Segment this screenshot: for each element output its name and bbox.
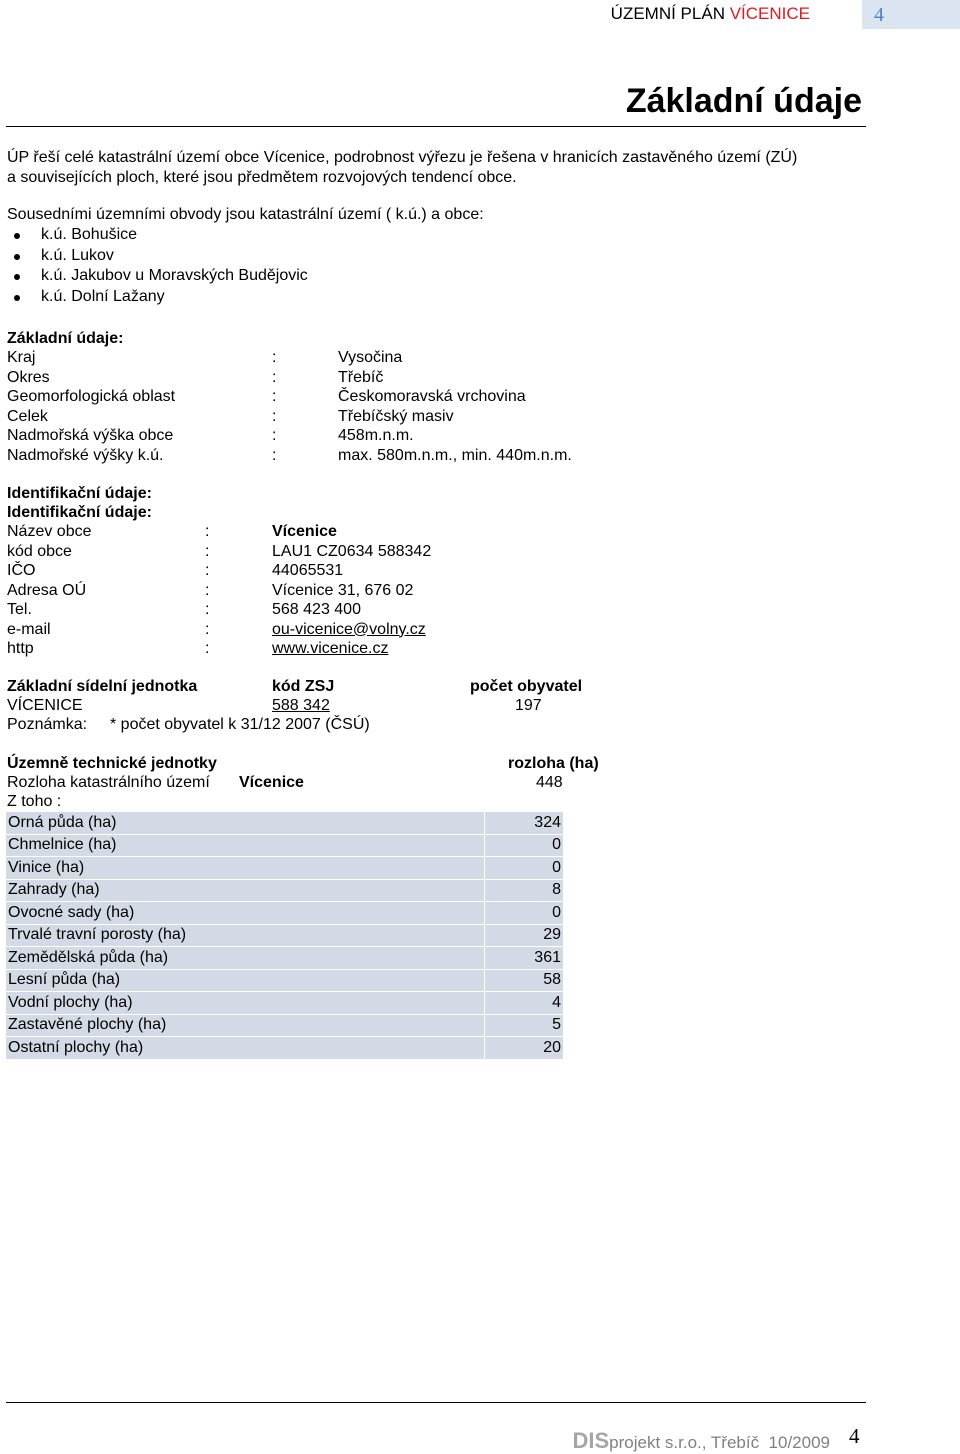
of-which-label: Z toho : xyxy=(7,793,62,810)
title-divider xyxy=(6,126,866,127)
row-label: http xyxy=(7,640,34,657)
land-type: Ostatní plochy (ha) xyxy=(6,1037,485,1060)
zsj-population: 197 xyxy=(515,697,542,714)
list-item: k.ú. Bohušice xyxy=(7,225,308,246)
land-area: 0 xyxy=(485,834,564,857)
row-value: Vysočina xyxy=(338,349,403,366)
table-row xyxy=(6,1014,564,1037)
list-item: k.ú. Jakubov u Moravských Budějovic xyxy=(7,266,308,287)
company-name: projekt s.r.o., Třebíč xyxy=(609,1433,760,1452)
table-row xyxy=(6,879,564,902)
row-sep: : xyxy=(272,446,277,464)
row-sep: : xyxy=(205,562,210,579)
tech-heading: Územně technické jednotky xyxy=(7,755,217,772)
footer-page-number: 4 xyxy=(849,1424,860,1448)
header-municipality: VÍCENICE xyxy=(729,4,810,23)
row-sep: : xyxy=(205,620,210,638)
ident-heading-2: Identifikační údaje: xyxy=(7,504,152,521)
footer-date: 10/2009 xyxy=(768,1433,830,1452)
land-type: Lesní půda (ha) xyxy=(6,969,485,992)
cadastral-name: Vícenice xyxy=(239,774,304,791)
row-label: Okres xyxy=(7,368,50,386)
table-row xyxy=(6,834,564,857)
land-area: 4 xyxy=(485,992,564,1015)
row-label: e-mail xyxy=(7,620,51,638)
land-area: 20 xyxy=(485,1037,564,1060)
footer-divider xyxy=(6,1402,866,1403)
zsj-name: VÍCENICE xyxy=(7,697,83,714)
list-item: k.ú. Dolní Lažany xyxy=(7,287,308,308)
table-row xyxy=(6,947,564,970)
cadastral-value: 448 xyxy=(536,774,563,791)
land-type: Trvalé travní porosty (ha) xyxy=(6,924,485,947)
row-label: Nadmořská výška obce xyxy=(7,427,174,444)
row-sep: : xyxy=(205,640,210,657)
footer xyxy=(572,1428,830,1454)
row-value: Třebíčský masiv xyxy=(338,407,454,425)
website-link[interactable]: www.vicenice.cz xyxy=(272,640,389,657)
header-doc-type: ÚZEMNÍ PLÁN xyxy=(610,4,725,23)
list-item: k.ú. Lukov xyxy=(7,246,308,267)
table-row xyxy=(6,969,564,992)
row-value: Českomoravská vrchovina xyxy=(338,388,526,405)
row-value: 568 423 400 xyxy=(272,601,361,618)
basic-data-heading: Základní údaje: xyxy=(7,330,124,347)
land-type: Ovocné sady (ha) xyxy=(6,902,485,925)
running-header xyxy=(611,4,810,24)
row-sep: : xyxy=(205,523,210,540)
land-type: Vinice (ha) xyxy=(6,857,485,880)
row-label: IČO xyxy=(7,562,36,579)
note-text: * počet obyvatel k 31/12 2007 (ČSÚ) xyxy=(110,716,370,733)
note-label: Poznámka: xyxy=(7,716,88,733)
row-label: Tel. xyxy=(7,601,32,618)
land-type: Zahrady (ha) xyxy=(6,879,485,902)
row-value: 44065531 xyxy=(272,562,344,579)
zsj-col-code: kód ZSJ xyxy=(272,678,335,695)
row-sep: : xyxy=(205,581,210,599)
row-label: Kraj xyxy=(7,349,36,366)
land-area: 29 xyxy=(485,924,564,947)
zsj-col-unit: Základní sídelní jednotka xyxy=(7,678,198,695)
company-logo: DIS xyxy=(572,1428,610,1453)
neighbors-intro: Sousedními územními obvody jsou katastrální území ( k.ú.) a obce: xyxy=(7,206,484,223)
land-area: 0 xyxy=(485,902,564,925)
land-area: 8 xyxy=(485,879,564,902)
land-use-table xyxy=(5,811,564,1060)
email-link[interactable]: ou-vicenice@volny.cz xyxy=(272,620,426,638)
municipality-name: Vícenice xyxy=(272,523,337,540)
intro-line-2: a souvisejících ploch, které jsou předmětem rozvojových tendencí obce. xyxy=(7,169,517,186)
land-area: 361 xyxy=(485,947,564,970)
row-sep: : xyxy=(272,427,277,444)
area-heading: rozloha (ha) xyxy=(508,755,599,772)
row-value: 458m.n.m. xyxy=(338,427,414,444)
row-sep: : xyxy=(272,349,277,366)
row-label: Celek xyxy=(7,407,48,425)
zsj-code: 588 342 xyxy=(272,697,330,714)
land-type: Vodní plochy (ha) xyxy=(6,992,485,1015)
table-row xyxy=(6,902,564,925)
table-row xyxy=(6,924,564,947)
header-page-number: 4 xyxy=(862,0,960,29)
table-row xyxy=(6,992,564,1015)
row-label: Adresa OÚ xyxy=(7,581,87,599)
land-area: 0 xyxy=(485,857,564,880)
ident-heading-1: Identifikační údaje: xyxy=(7,485,152,502)
row-value: Vícenice 31, 676 02 xyxy=(272,581,414,599)
row-sep: : xyxy=(205,601,210,618)
intro-paragraph xyxy=(7,148,797,188)
table-row xyxy=(6,1037,564,1060)
row-sep: : xyxy=(205,542,210,560)
row-label: Název obce xyxy=(7,523,92,540)
row-value: Třebíč xyxy=(338,368,384,386)
intro-line-1: ÚP řeší celé katastrální území obce Vícenice, podrobnost výřezu je řešena v hranicích zastavěného území (ZÚ) xyxy=(7,149,798,166)
land-type: Zemědělská půda (ha) xyxy=(6,947,485,970)
land-area: 324 xyxy=(485,812,564,835)
row-value: max. 580m.n.m., min. 440m.n.m. xyxy=(338,446,572,464)
table-row xyxy=(6,857,564,880)
neighbors-list xyxy=(7,225,308,307)
land-type: Orná půda (ha) xyxy=(6,812,485,835)
land-area: 58 xyxy=(485,969,564,992)
table-row xyxy=(6,812,564,835)
land-type: Chmelnice (ha) xyxy=(6,834,485,857)
cadastral-label: Rozloha katastrálního území xyxy=(7,774,210,791)
row-label: kód obce xyxy=(7,542,72,560)
row-sep: : xyxy=(272,407,277,425)
land-area: 5 xyxy=(485,1014,564,1037)
row-value: LAU1 CZ0634 588342 xyxy=(272,542,432,560)
row-label: Geomorfologická oblast xyxy=(7,388,176,405)
row-sep: : xyxy=(272,388,277,405)
page-title: Základní údaje xyxy=(625,82,862,120)
zsj-col-population: počet obyvatel xyxy=(470,678,583,695)
row-sep: : xyxy=(272,368,277,386)
land-type: Zastavěné plochy (ha) xyxy=(6,1014,485,1037)
row-label: Nadmořské výšky k.ú. xyxy=(7,446,164,464)
